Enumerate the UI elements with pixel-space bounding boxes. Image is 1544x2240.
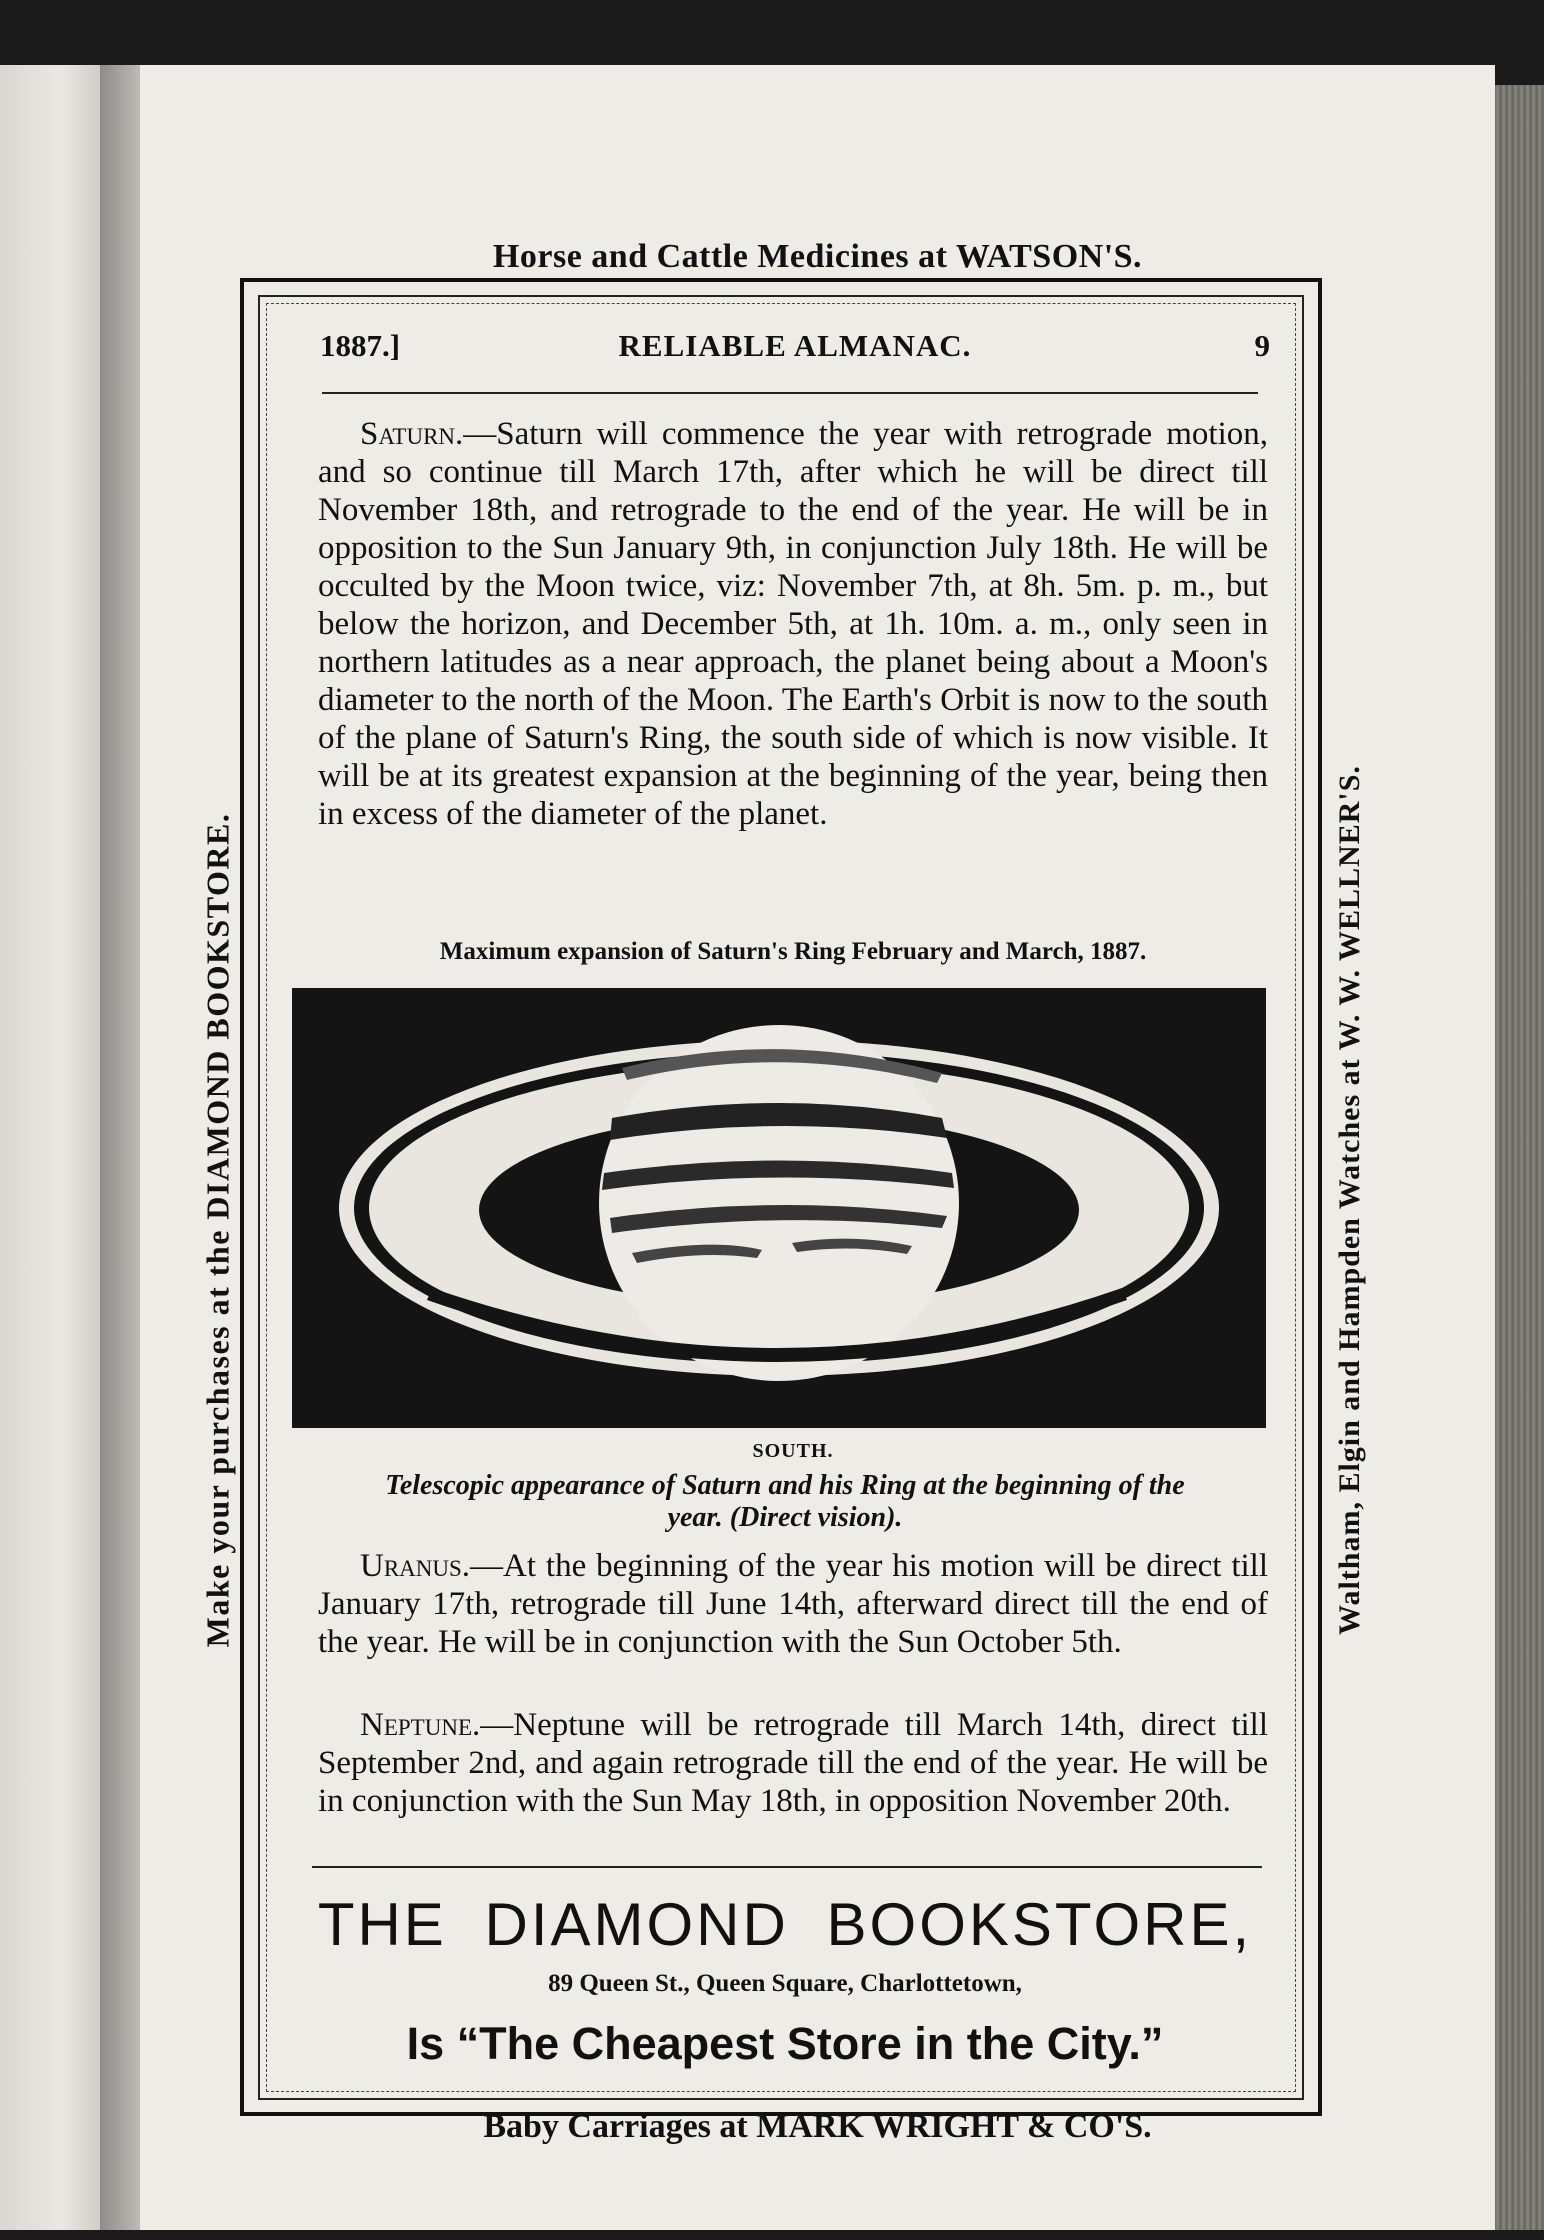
saturn-paragraph [318,415,1268,833]
page-stack-edge [1495,85,1544,2230]
figure-caption: Telescopic appearance of Saturn and his Ring at the beginning of the year. (Direct vision). [385,1470,1185,1533]
header-rule [322,392,1258,394]
left-page-edge [0,65,100,2230]
advert-store-name: THE DIAMOND BOOKSTORE, [317,1891,1253,1958]
uranus-paragraph [318,1547,1268,1661]
saturn-illustration [292,988,1266,1428]
neptune-heading: Neptune. [360,1707,481,1743]
neptune-text: —Neptune will be retrograde till March 14th, direct till September 2nd, and again retrograde till the end of the year. He will be in conjunction with the Sun May 18th, in opposition November 20th. [318,1707,1268,1819]
south-label: SOUTH. [752,1440,834,1462]
header-advertisement: Horse and Cattle Medicines at WATSON'S. [492,238,1143,275]
figure-title: Maximum expansion of Saturn's Ring February and March, 1887. [439,938,1147,965]
page-number: 9 [1254,328,1270,363]
saturn-drawing [292,988,1266,1428]
right-margin-text: Waltham, Elgin and Hampden Watches at W. W. WELLNER'S. [1333,765,1366,1635]
advert-address: 89 Queen St., Queen Square, Charlottetown, [548,1970,1022,1997]
left-margin-text: Make your purchases at the DIAMOND BOOKSTORE. [199,812,236,1648]
saturn-heading: Saturn. [360,416,464,452]
uranus-text: —At the beginning of the year his motion will be direct till January 17th, retrograde till June 14th, afterward direct till the end of the year. He will be in conjunction with the Sun October 5th. [318,1548,1268,1660]
advert-rule [312,1866,1262,1868]
uranus-heading: Uranus. [360,1548,471,1584]
advert-slogan: Is “The Cheapest Store in the City.” [406,2018,1164,2069]
neptune-paragraph [318,1706,1268,1820]
running-head-title: RELIABLE ALMANAC. [618,328,972,363]
saturn-text: —Saturn will commence the year with retrograde motion, and so continue till March 17th, after which he will be direct till November 18th, and retrograde to the end of the year. He will be in opposition to the Sun January 9th, in conjunction July 18th. He will be occulted by the Moon twice, viz: November 7th, at 8h. 5m. p. m., but below the horizon, and December 5th, at 1h. 10m. a. m., only seen in northern latitudes as a near approach, the planet being about a Moon's diameter to the north of the Moon. The Earth's Orbit is now to the south of the plane of Saturn's Ring, the south side of which is now visible. It will be at its greatest expansion at the beginning of the year, being then in excess of the diameter of the planet. [318,416,1268,832]
running-head-year: 1887.] [320,328,401,363]
running-head [320,328,1270,368]
footer-advertisement: Baby Carriages at MARK WRIGHT & CO'S. [483,2108,1152,2145]
book-gutter [100,65,140,2230]
